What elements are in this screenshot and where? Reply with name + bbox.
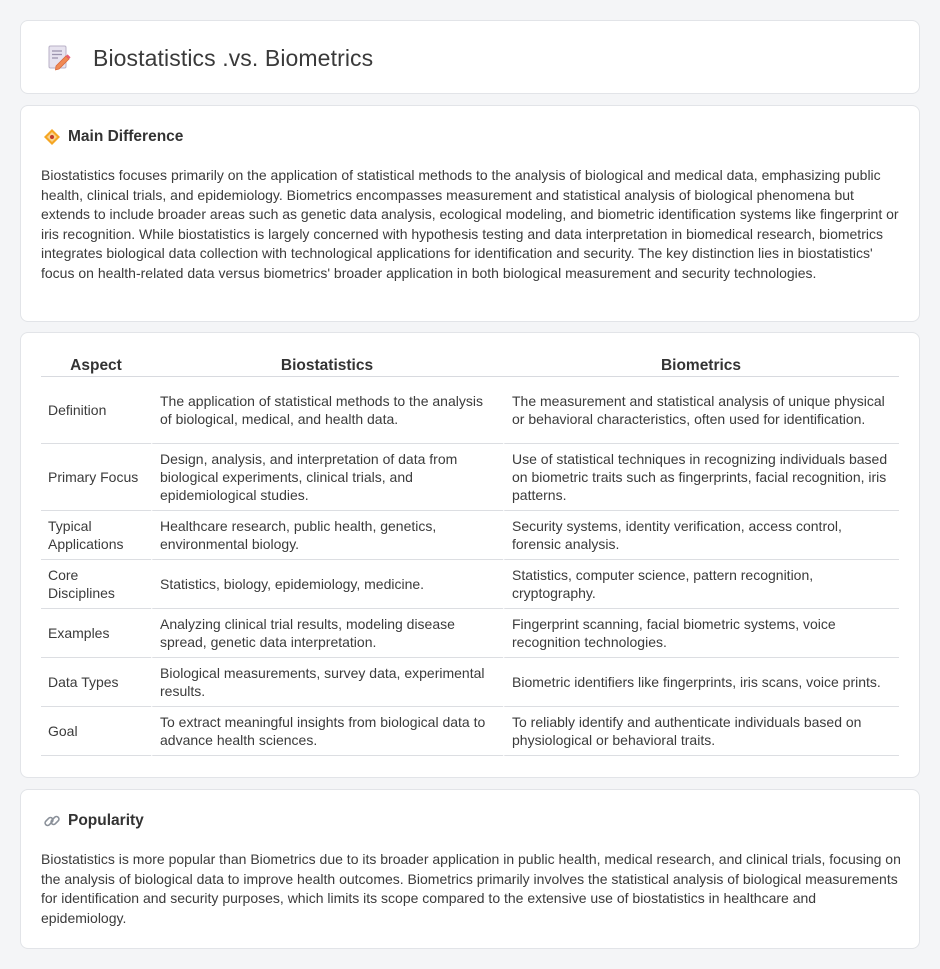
biometrics-cell: Biometric identifiers like fingerprints, iris scans, voice prints. <box>503 658 899 707</box>
header-aspect: Aspect <box>41 353 151 377</box>
popularity-heading: Popularity <box>68 812 144 829</box>
aspect-cell: Examples <box>41 609 151 658</box>
document-pencil-icon <box>47 44 71 72</box>
table-row <box>41 609 899 658</box>
aspect-cell: Goal <box>41 707 151 756</box>
biometrics-cell: Fingerprint scanning, facial biometric systems, voice recognition technologies. <box>503 609 899 658</box>
table-row <box>41 377 899 444</box>
title-card <box>20 20 920 94</box>
popularity-card <box>20 789 920 949</box>
table-row <box>41 707 899 756</box>
biometrics-cell: The measurement and statistical analysis of unique physical or behavioral characteristics, often used for identification. <box>503 377 899 444</box>
biostatistics-cell: Healthcare research, public health, genetics, environmental biology. <box>151 511 503 560</box>
biometrics-cell: Use of statistical techniques in recognizing individuals based on biometric traits such as fingerprints, facial recognition, iris patterns. <box>503 444 899 511</box>
header-biometrics: Biometrics <box>503 353 899 377</box>
main-difference-heading: Main Difference <box>68 128 184 145</box>
biostatistics-cell: Biological measurements, survey data, experimental results. <box>151 658 503 707</box>
table-row <box>41 658 899 707</box>
popularity-text: Biostatistics is more popular than Biometrics due to its broader application in public health, medical research, and clinical trials, focusing on the analysis of biological data to improve health outcomes. Biometrics primarily involves the statistical analysis of biological measurements for identification and security purposes, which limits its scope compared to the extensive use of biostatistics in healthcare and epidemiology. <box>41 851 901 926</box>
aspect-cell: Definition <box>41 377 151 444</box>
table-row <box>41 511 899 560</box>
comparison-card <box>20 332 920 778</box>
biostatistics-cell: The application of statistical methods to the analysis of biological, medical, and health data. <box>151 377 503 444</box>
biostatistics-cell: Analyzing clinical trial results, modeling disease spread, genetic data interpretation. <box>151 609 503 658</box>
biostatistics-cell: Design, analysis, and interpretation of data from biological experiments, clinical trials, and epidemiological studies. <box>151 444 503 511</box>
table-row <box>41 560 899 609</box>
comparison-table <box>41 353 899 756</box>
biometrics-cell: To reliably identify and authenticate individuals based on physiological or behavioral traits. <box>503 707 899 756</box>
main-difference-header <box>43 128 183 146</box>
title-row <box>47 44 373 72</box>
biostatistics-cell: To extract meaningful insights from biological data to advance health sciences. <box>151 707 503 756</box>
aspect-cell: Primary Focus <box>41 444 151 511</box>
aspect-cell: Core Disciplines <box>41 560 151 609</box>
aspect-cell: Typical Applications <box>41 511 151 560</box>
link-icon <box>43 812 61 830</box>
diamond-warning-icon <box>43 128 61 146</box>
biometrics-cell: Security systems, identity verification, access control, forensic analysis. <box>503 511 899 560</box>
biostatistics-cell: Statistics, biology, epidemiology, medicine. <box>151 560 503 609</box>
main-difference-card <box>20 105 920 322</box>
table-header-row <box>41 353 899 377</box>
page-title: Biostatistics .vs. Biometrics <box>93 44 374 71</box>
table-row <box>41 444 899 511</box>
main-difference-text: Biostatistics focuses primarily on the application of statistical methods to the analysis of biological and medical data, emphasizing public health, clinical trials, and epidemiology. Biometrics encompasses measurement and statistical analysis of biological phenomena but extends to include broader areas such as genetic data analysis, ecological modeling, and biometric identification systems like fingerprint or iris recognition. While biostatistics is largely concerned with hypothesis testing and data interpretation in biomedical research, biometrics integrates biological data collection with technological applications for identification and security. The key distinction lies in biostatistics' focus on health-related data versus biometrics' broader application in both biological measurement and security technologies. <box>41 167 899 281</box>
popularity-header <box>43 812 144 830</box>
header-biostatistics: Biostatistics <box>151 353 503 377</box>
aspect-cell: Data Types <box>41 658 151 707</box>
biometrics-cell: Statistics, computer science, pattern recognition, cryptography. <box>503 560 899 609</box>
